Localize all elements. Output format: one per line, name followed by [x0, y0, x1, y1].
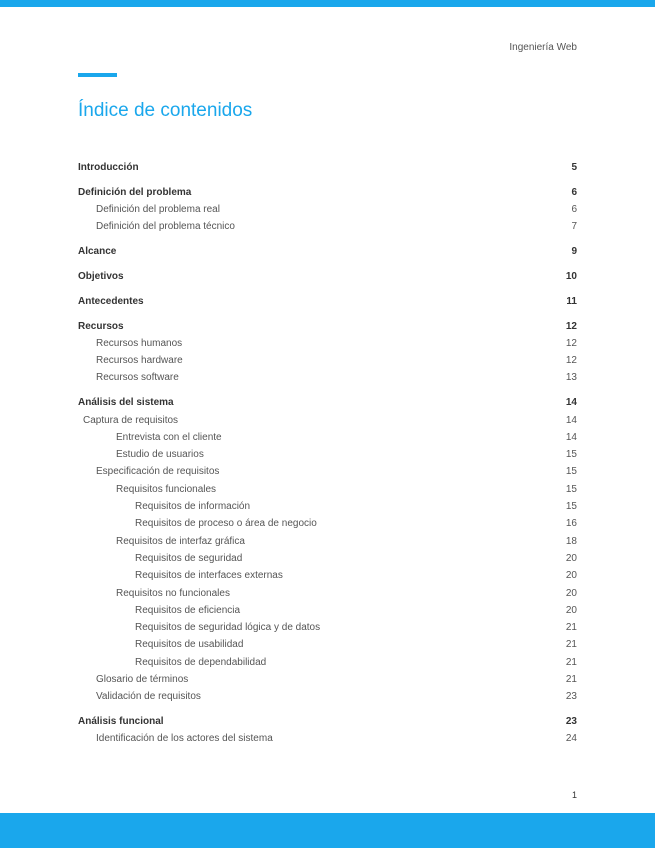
toc-entry[interactable]: [78, 394, 577, 411]
toc-entry-label: Requisitos de información: [135, 501, 251, 513]
toc-entry[interactable]: [78, 268, 577, 285]
toc-entry-page: 13: [565, 372, 577, 384]
toc-entry-page: 20: [565, 570, 577, 582]
toc-entry-label: Definición del problema técnico: [96, 221, 235, 233]
toc-entry-page: 20: [565, 552, 577, 564]
toc-entry-page: 15: [565, 501, 577, 513]
toc-entry-label: Requisitos de eficiencia: [135, 604, 241, 616]
toc-entry[interactable]: [78, 335, 577, 352]
toc-entry[interactable]: [78, 713, 577, 730]
toc-entry[interactable]: [78, 184, 577, 201]
toc-entry-page: 6: [571, 186, 577, 198]
toc-entry-label: Requisitos de proceso o área de negocio: [135, 518, 317, 530]
toc-entry-label: Antecedentes: [78, 295, 144, 307]
title-accent-rule: [78, 73, 117, 77]
toc-entry-label: Recursos: [78, 320, 124, 332]
toc-title: Índice de contenidos: [78, 100, 253, 121]
toc-entry-page: 20: [565, 604, 577, 616]
toc-entry-label: Estudio de usuarios: [116, 449, 204, 461]
page-number: 1: [571, 790, 577, 800]
toc-entry-label: Requisitos funcionales: [116, 483, 217, 495]
toc-entry-page: 21: [565, 639, 577, 651]
toc-entry-label: Requisitos de dependabilidad: [135, 656, 267, 668]
toc-entry-page: 23: [565, 716, 577, 728]
toc-entry[interactable]: [78, 602, 577, 619]
toc-entry[interactable]: [78, 619, 577, 636]
toc-entry[interactable]: [78, 515, 577, 532]
toc-entry-page: 11: [566, 295, 577, 307]
toc-entry-page: 14: [565, 397, 577, 409]
toc-entry-page: 15: [565, 449, 577, 461]
toc-entry[interactable]: [78, 730, 577, 747]
toc-entry[interactable]: [78, 688, 577, 705]
toc-entry[interactable]: [78, 463, 577, 480]
toc-entry[interactable]: [78, 671, 577, 688]
toc-entry-label: Objetivos: [78, 270, 124, 282]
toc-entry-label: Identificación de los actores del sistema: [96, 733, 273, 745]
toc-entry[interactable]: [78, 243, 577, 260]
toc-entry-label: Requisitos de interfaces externas: [135, 570, 283, 582]
toc-entry-page: 15: [565, 483, 577, 495]
toc-entry-label: Requisitos de usabilidad: [135, 639, 244, 651]
toc-entry-page: 20: [565, 587, 577, 599]
toc-entry-label: Introducción: [78, 162, 139, 173]
toc-entry[interactable]: [78, 585, 577, 602]
toc-entry-page: 23: [565, 691, 577, 703]
toc-entry-label: Requisitos de seguridad: [135, 552, 243, 564]
toc-entry[interactable]: [78, 429, 577, 446]
toc-entry[interactable]: [78, 533, 577, 550]
toc-entry[interactable]: [78, 481, 577, 498]
toc-entry-label: Recursos software: [96, 372, 179, 384]
toc-entry[interactable]: [78, 369, 577, 386]
toc-entry[interactable]: [78, 293, 577, 310]
toc-entry[interactable]: [78, 201, 577, 218]
toc-entry-page: 12: [565, 337, 577, 349]
toc-entry-page: 7: [571, 221, 577, 233]
toc-entry-label: Validación de requisitos: [96, 691, 201, 703]
toc-entry[interactable]: [78, 654, 577, 671]
toc-entry[interactable]: [78, 550, 577, 567]
toc-entry[interactable]: [78, 412, 577, 429]
toc-entry-page: 21: [565, 622, 577, 634]
toc-entry-page: 5: [571, 162, 577, 173]
document-header-title: Ingeniería Web: [509, 42, 577, 53]
top-accent-bar: [0, 0, 655, 7]
toc-entry-page: 18: [565, 535, 577, 547]
toc-entry-label: Definición del problema: [78, 186, 192, 198]
toc-entry-page: 21: [565, 674, 577, 686]
toc-entry-page: 21: [565, 656, 577, 668]
toc-entry-label: Captura de requisitos: [83, 414, 179, 426]
toc-entry-page: 14: [565, 431, 577, 443]
toc-entry[interactable]: [78, 352, 577, 369]
table-of-contents: [78, 159, 577, 748]
toc-entry-label: Especificación de requisitos: [96, 466, 220, 478]
toc-entry-label: Requisitos de seguridad lógica y de datos: [135, 622, 321, 634]
toc-entry-label: Análisis funcional: [78, 716, 164, 728]
toc-entry-page: 6: [571, 204, 577, 216]
toc-entry-label: Definición del problema real: [96, 204, 220, 216]
toc-entry-label: Alcance: [78, 246, 117, 258]
toc-entry-label: Requisitos no funcionales: [116, 587, 230, 599]
toc-entry-label: Recursos hardware: [96, 355, 183, 367]
toc-entry-page: 15: [565, 466, 577, 478]
toc-entry-label: Requisitos de interfaz gráfica: [116, 535, 245, 547]
toc-entry-label: Análisis del sistema: [78, 397, 174, 409]
toc-entry-page: 9: [571, 246, 577, 258]
toc-entry-page: 16: [565, 518, 577, 530]
toc-entry-page: 24: [565, 733, 577, 745]
toc-entry[interactable]: [78, 636, 577, 653]
toc-entry-label: Recursos humanos: [96, 337, 183, 349]
toc-entry[interactable]: [78, 446, 577, 463]
toc-entry[interactable]: [78, 567, 577, 584]
toc-entry-page: 12: [565, 355, 577, 367]
toc-entry[interactable]: [78, 318, 577, 335]
toc-entry[interactable]: [78, 159, 577, 176]
toc-entry-label: Glosario de términos: [96, 674, 189, 686]
toc-entry[interactable]: [78, 498, 577, 515]
toc-entry-page: 12: [565, 320, 577, 332]
toc-entry-page: 10: [565, 270, 577, 282]
toc-entry[interactable]: [78, 218, 577, 235]
toc-entry-page: 14: [565, 414, 577, 426]
bottom-accent-bar: [0, 813, 655, 848]
toc-entry-label: Entrevista con el cliente: [116, 431, 222, 443]
